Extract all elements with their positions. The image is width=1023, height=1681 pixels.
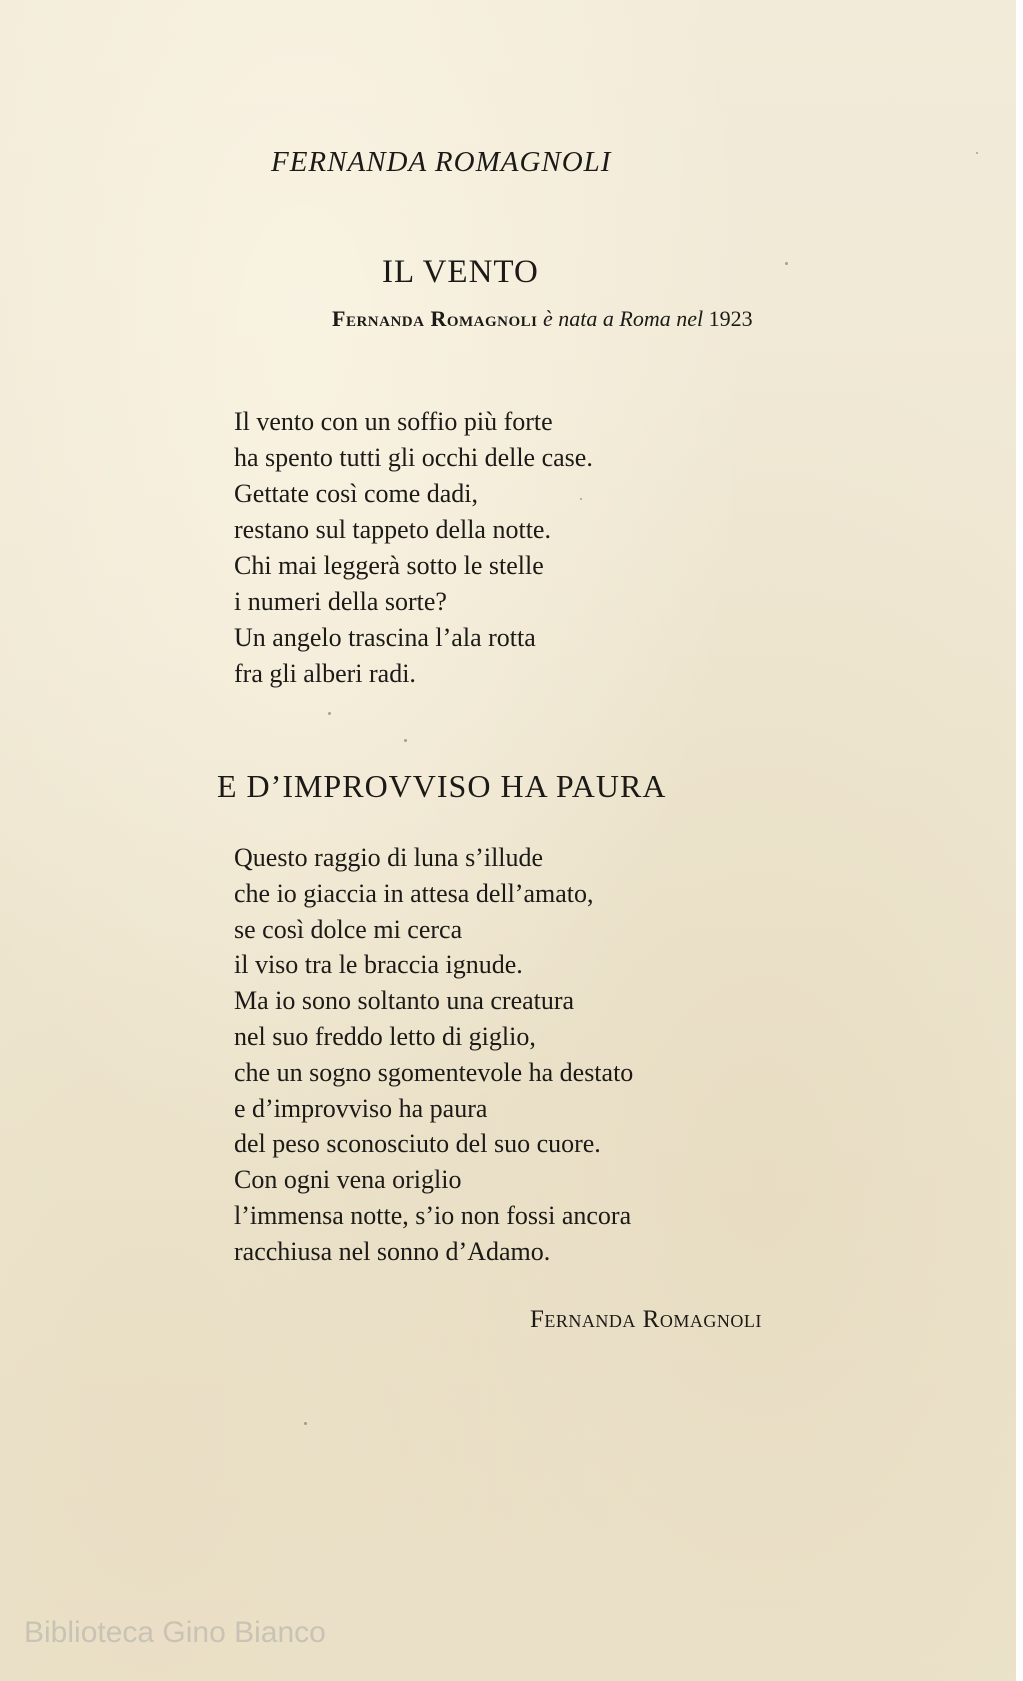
poem-line: l’immensa notte, s’io non fossi ancora <box>234 1200 632 1230</box>
paper-speck <box>328 712 331 715</box>
paper-speck <box>976 152 978 154</box>
poem-line: ha spento tutti gli occhi delle case. <box>234 443 593 472</box>
poem-line: e d’improvviso ha paura <box>234 1093 488 1123</box>
bio-author-name: Fernanda Romagnoli <box>332 306 538 331</box>
poem-il-vento <box>234 404 593 692</box>
poem-line: Con ogni vena origlio <box>234 1165 462 1195</box>
poem-line: che un sogno sgomentevole ha destato <box>234 1057 634 1087</box>
bio-year: 1923 <box>708 306 753 331</box>
poem-line: Un angelo trascina l’ala rotta <box>234 623 536 652</box>
poem-line: Il vento con un soffio più forte <box>234 407 553 436</box>
author-bio <box>332 306 753 332</box>
poem-line: del peso sconosciuto del suo cuore. <box>234 1129 601 1159</box>
paper-speck <box>785 262 788 265</box>
poem-line: il viso tra le braccia ignude. <box>234 950 523 980</box>
poem-title-e-dimprovviso: E D’IMPROVVISO HA PAURA <box>217 768 667 804</box>
poem-line: Gettate così come dadi, <box>234 479 479 508</box>
poem-line: fra gli alberi radi. <box>234 659 416 688</box>
poem-line: i numeri della sorte? <box>234 587 447 616</box>
header-author: FERNANDA ROMAGNOLI <box>271 146 612 178</box>
library-watermark: Biblioteca Gino Bianco <box>24 1616 326 1649</box>
poem-line: restano sul tappeto della notte. <box>234 515 551 544</box>
poem-e-dimprovviso <box>234 840 633 1270</box>
author-signature: Fernanda Romagnoli <box>530 1306 762 1333</box>
poem-line: che io giaccia in attesa dell’amato, <box>234 878 594 908</box>
paper-speck <box>404 739 407 742</box>
poem-line: Ma io sono soltanto una creatura <box>234 986 575 1016</box>
poem-title-il-vento: IL VENTO <box>382 254 539 290</box>
poem-line: nel suo freddo letto di giglio, <box>234 1021 536 1051</box>
poem-line: se così dolce mi cerca <box>234 914 463 944</box>
poem-line: Questo raggio di luna s’illude <box>234 843 544 872</box>
bio-text: è nata a Roma nel <box>543 306 704 331</box>
paper-speck <box>304 1422 307 1425</box>
poem-line: Chi mai leggerà sotto le stelle <box>234 551 544 580</box>
poem-line: racchiusa nel sonno d’Adamo. <box>234 1236 551 1266</box>
